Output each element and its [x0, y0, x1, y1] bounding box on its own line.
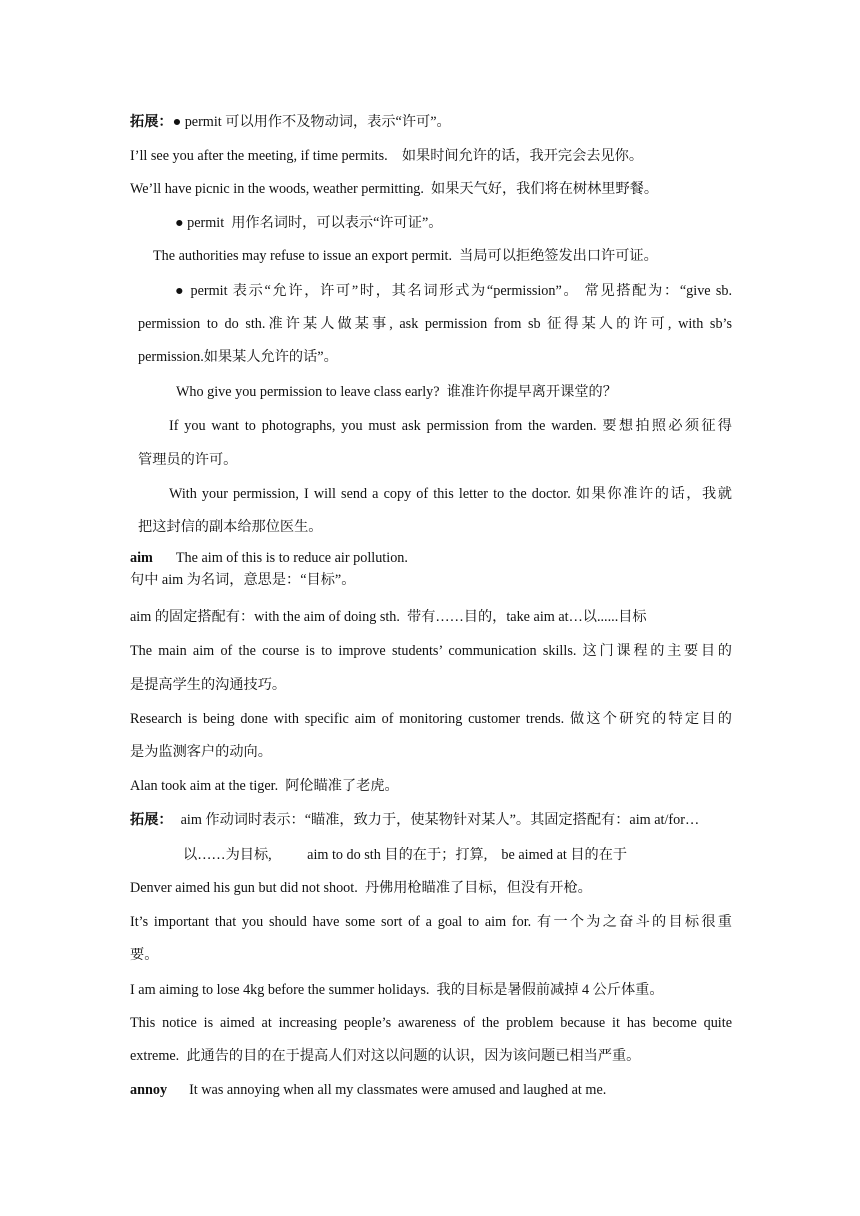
text-line	[130, 570, 732, 590]
text-line	[138, 314, 732, 334]
line-text: I am aiming to lose 4kg before the summer holidays. 我的目标是暑假前减掉 4 公斤体重。	[130, 982, 664, 998]
line-text: Alan took aim at the tiger. 阿伦瞄准了老虎。	[130, 778, 399, 794]
line-text: 是为监测客户的动向。	[130, 744, 272, 760]
text-line	[130, 548, 732, 568]
text-line	[175, 281, 732, 301]
line-label: aim	[130, 550, 153, 566]
line-label: annoy	[130, 1082, 168, 1098]
line-label: 拓展：	[130, 114, 173, 130]
line-text: This notice is aimed at increasing people’s awareness of the problem because it has become quite	[130, 1015, 732, 1031]
text-line	[169, 484, 732, 504]
line-text: With your permission, I will send a copy of this letter to the doctor. 如果你准许的话，我就	[169, 486, 732, 502]
text-line	[130, 776, 732, 796]
line-text: extreme. 此通告的目的在于提高人们对这以问题的认识，因为该问题已相当严重。	[130, 1048, 641, 1064]
line-text: The main aim of the course is to improve students’ communication skills. 这门课程的主要目的	[130, 643, 732, 659]
line-label: 拓展：	[130, 812, 173, 828]
line-text: 句中 aim 为名词，意思是：“目标”。	[130, 572, 356, 588]
text-line	[130, 179, 732, 199]
text-line	[130, 112, 732, 132]
text-line	[130, 945, 732, 965]
line-text: ● permit 表示“允许，许可”时，其名词形式为“permission”。 常见搭配为：“give sb.	[175, 283, 732, 299]
line-text: It was annoying when all my classmates were amused and laughed at me.	[189, 1082, 607, 1098]
text-line	[130, 1080, 732, 1100]
line-text: 管理员的许可。	[138, 452, 238, 468]
text-line	[130, 641, 732, 661]
line-text: 以……为目标, aim to do sth 目的在于；打算, be aimed at 目的在于	[183, 847, 628, 863]
line-text: Research is being done with specific aim of monitoring customer trends. 做这个研究的特定目的	[130, 711, 732, 727]
line-text: We’ll have picnic in the woods, weather permitting. 如果天气好，我们将在树林里野餐。	[130, 181, 659, 197]
text-line	[138, 517, 732, 537]
text-line	[175, 213, 732, 233]
line-text: It’s important that you should have some sort of a goal to aim for. 有一个为之奋斗的目标很重	[130, 914, 732, 930]
line-text: 是提高学生的沟通技巧。	[130, 677, 287, 693]
line-text: 把这封信的副本给那位医生。	[138, 519, 323, 535]
text-line	[130, 146, 732, 166]
line-text: permission to do sth.准许某人做某事, ask permission from sb 征得某人的许可, with sb’s	[138, 316, 732, 332]
text-line	[130, 675, 732, 695]
text-line	[130, 980, 732, 1000]
line-text: The aim of this is to reduce air pollution.	[175, 550, 408, 566]
line-text: 要。	[130, 947, 159, 963]
text-line	[130, 1046, 732, 1066]
text-line	[153, 246, 732, 266]
text-line	[130, 709, 732, 729]
line-text: Denver aimed his gun but did not shoot. 丹佛用枪瞄准了目标，但没有开枪。	[130, 880, 592, 896]
line-text: aim 作动词时表示：“瞄准，致力于，使某物针对某人”。其固定搭配有：aim at/for…	[180, 812, 700, 828]
text-line	[130, 810, 732, 830]
text-line	[130, 607, 732, 627]
line-text: ● permit 用作名词时，可以表示“许可证”。	[175, 215, 443, 231]
text-line	[130, 1013, 732, 1033]
line-text: The authorities may refuse to issue an export permit. 当局可以拒绝签发出口许可证。	[153, 248, 658, 264]
line-text: Who give you permission to leave class early? 谁准许你提早离开课堂的？	[176, 384, 617, 400]
line-text: aim 的固定搭配有：with the aim of doing sth. 带有……目的，take aim at…以......目标	[130, 609, 647, 625]
text-line	[130, 878, 732, 898]
text-line	[138, 450, 732, 470]
text-line	[183, 845, 732, 865]
text-line	[130, 742, 732, 762]
line-text: permission.如果某人允许的话”。	[138, 349, 338, 365]
line-text: ● permit 可以用作不及物动词，表示“许可”。	[172, 114, 451, 130]
line-text: I’ll see you after the meeting, if time permits. 如果时间允许的话，我开完会去见你。	[130, 148, 644, 164]
text-line	[176, 382, 732, 402]
line-text: If you want to photographs, you must ask permission from the warden. 要想拍照必须征得	[169, 418, 732, 434]
text-line	[169, 416, 732, 436]
text-line	[130, 912, 732, 932]
text-line	[138, 347, 732, 367]
